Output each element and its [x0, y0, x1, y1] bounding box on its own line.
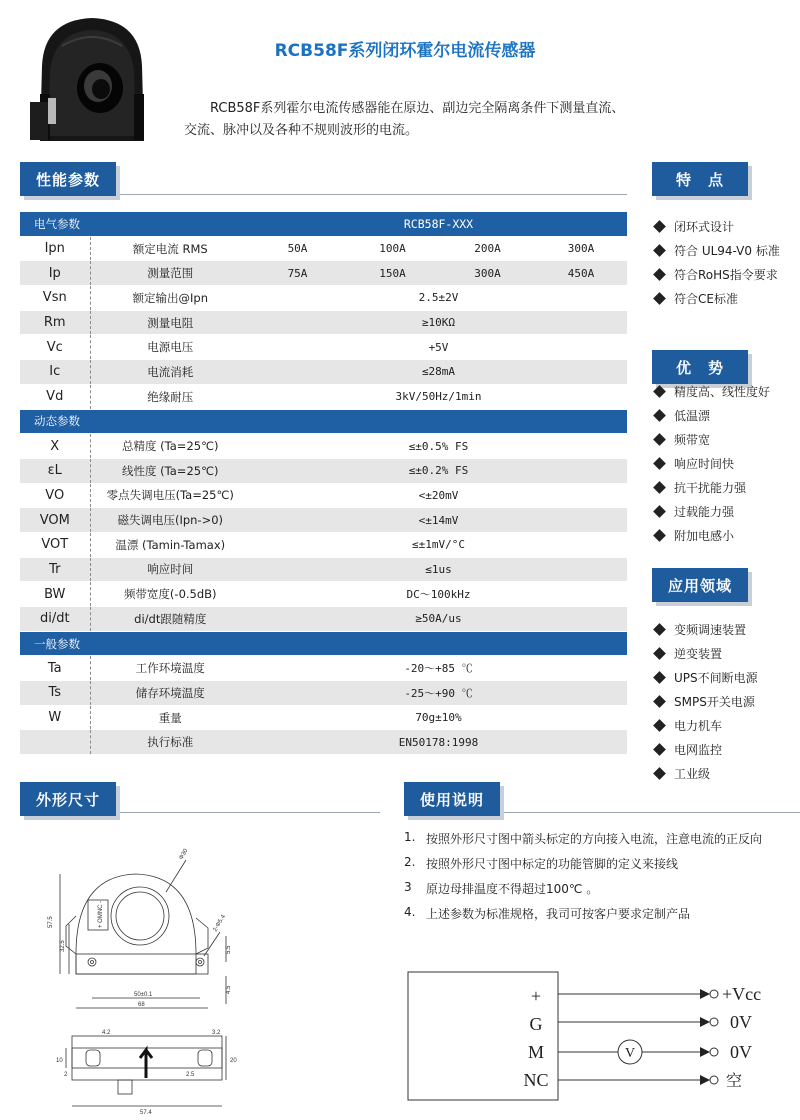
table-row [20, 261, 627, 286]
row-value: DC～100kHz [250, 582, 627, 607]
row-symbol: Vc [20, 335, 90, 360]
dim-label: Φ30 [178, 848, 190, 861]
intro-text: RCB58F系列霍尔电流传感器能在原边、副边完全隔离条件下测量直流、交流、脉冲以及各种不规则波形的电流。 [184, 101, 625, 138]
dynamic-header: 动态参数 [20, 409, 627, 434]
dimensions-tab: 外形尺寸 [20, 782, 116, 816]
pin-label: + [530, 986, 542, 1006]
electrical-header-row [20, 212, 627, 236]
row-name: 额定电流 RMS [90, 236, 250, 261]
applications-tab: 应用领域 [652, 568, 748, 602]
row-value: <±14mV [250, 508, 627, 533]
row-symbol: X [20, 434, 90, 459]
row-symbol: Vd [20, 384, 90, 409]
table-row [20, 681, 627, 706]
general-header-row [20, 631, 627, 656]
row-value: EN50178:1998 [250, 730, 627, 755]
row-value: ≤±1mV/°C [250, 532, 627, 557]
dim-label: 32.5 [60, 940, 66, 952]
table-row [20, 360, 627, 385]
list-item: 符合RoHS指令要求 [652, 262, 800, 286]
electrical-header: 电气参数 [20, 212, 250, 236]
row-symbol [20, 730, 90, 755]
row-name: 储存环境温度 [90, 681, 250, 706]
diamond-bullet-icon [653, 529, 666, 542]
row-symbol: Rm [20, 310, 90, 335]
row-name: 响应时间 [90, 557, 250, 582]
output-label: 0V [730, 1042, 752, 1062]
list-item: 逆变装置 [652, 641, 800, 665]
row-value: 50A [250, 236, 345, 261]
row-value: ≥50A/us [250, 607, 627, 632]
row-name: 总精度 (Ta=25℃) [90, 434, 250, 459]
advantages-tab: 优 势 [652, 350, 748, 384]
page-title: RCB58F系列闭环霍尔电流传感器 [274, 41, 536, 61]
row-value: 150A [345, 261, 440, 286]
table-row [20, 557, 627, 582]
diamond-bullet-icon [653, 671, 666, 684]
diamond-bullet-icon [653, 292, 666, 305]
usage-tab: 使用说明 [404, 782, 500, 816]
diamond-bullet-icon [653, 220, 666, 233]
diamond-bullet-icon [653, 244, 666, 257]
row-name: 额定输出@Ipn [90, 286, 250, 311]
row-name: 磁失调电压(Ipn->0) [90, 508, 250, 533]
row-name: 测量电阻 [90, 310, 250, 335]
meter-label: V [624, 1046, 636, 1061]
product-photo [22, 6, 162, 146]
row-symbol: di/dt [20, 607, 90, 632]
diamond-bullet-icon [653, 481, 666, 494]
list-item: 3 原边母排温度不得超过100℃ 。 [404, 880, 599, 896]
row-symbol: Ts [20, 681, 90, 706]
dim-label: 2.5 [186, 1072, 195, 1078]
table-row [20, 532, 627, 557]
diamond-bullet-icon [653, 385, 666, 398]
diamond-bullet-icon [653, 268, 666, 281]
row-symbol: Tr [20, 557, 90, 582]
row-value: ≤±0.2% FS [250, 458, 627, 483]
diamond-bullet-icon [653, 457, 666, 470]
row-value: -25～+90 ℃ [250, 681, 627, 706]
list-item: 电网监控 [652, 737, 800, 761]
model-label: RCB58F-XXX [250, 212, 627, 236]
row-value: <±20mV [250, 483, 627, 508]
diamond-bullet-icon [653, 409, 666, 422]
performance-tab: 性能参数 [20, 162, 116, 196]
row-symbol: Ta [20, 656, 90, 681]
list-item: 变频调速装置 [652, 617, 800, 641]
diamond-bullet-icon [653, 505, 666, 518]
table-row [20, 730, 627, 755]
row-value: +5V [250, 335, 627, 360]
dim-label: 3.2 [212, 1030, 221, 1036]
features-tab: 特 点 [652, 162, 748, 196]
table-row [20, 705, 627, 730]
row-symbol: εL [20, 458, 90, 483]
list-item: 工业级 [652, 761, 800, 785]
dim-label: 5.5 [226, 945, 232, 954]
dim-label: 20 [230, 1058, 237, 1064]
output-label: 空 [726, 1071, 743, 1090]
row-name: 工作环境温度 [90, 656, 250, 681]
row-symbol: Ic [20, 360, 90, 385]
table-row [20, 236, 627, 261]
row-value: 300A [440, 261, 535, 286]
row-symbol: W [20, 705, 90, 730]
table-row [20, 335, 627, 360]
row-name: 测量范围 [90, 261, 250, 286]
row-value: -20～+85 ℃ [250, 656, 627, 681]
row-symbol: VOM [20, 508, 90, 533]
row-symbol: VO [20, 483, 90, 508]
diamond-bullet-icon [653, 767, 666, 780]
diamond-bullet-icon [653, 647, 666, 660]
row-name: 频带宽度(-0.5dB) [90, 582, 250, 607]
row-value: 300A [535, 236, 627, 261]
dim-label: 2 [64, 1072, 68, 1078]
table-row [20, 582, 627, 607]
row-name: di/dt跟随精度 [90, 607, 250, 632]
pins-label: + OMNC - [98, 900, 104, 928]
row-symbol: Ipn [20, 236, 90, 261]
row-symbol: BW [20, 582, 90, 607]
table-row [20, 384, 627, 409]
row-symbol: Ip [20, 261, 90, 286]
list-item: 响应时间快 [652, 451, 800, 475]
diamond-bullet-icon [653, 433, 666, 446]
dim-label: 68 [138, 1002, 145, 1008]
dim-label: 57.4 [140, 1110, 152, 1116]
list-item: 抗干扰能力强 [652, 475, 800, 499]
pin-label: G [529, 1014, 543, 1034]
row-value: 100A [345, 236, 440, 261]
list-item: 附加电感小 [652, 523, 800, 547]
diamond-bullet-icon [653, 623, 666, 636]
diamond-bullet-icon [653, 743, 666, 756]
row-name: 电流消耗 [90, 360, 250, 385]
row-value: ≤28mA [250, 360, 627, 385]
dimension-drawing [36, 836, 246, 1116]
row-name: 温漂 (Tamin-Tamax) [90, 532, 250, 557]
list-item: 低温漂 [652, 403, 800, 427]
row-value: 450A [535, 261, 627, 286]
list-item: 过载能力强 [652, 499, 800, 523]
dim-label: 57.5 [48, 916, 54, 928]
table-row [20, 508, 627, 533]
dim-label: 10 [56, 1058, 63, 1064]
dim-label: 4.2 [102, 1030, 111, 1036]
output-label: +Vcc [722, 984, 762, 1004]
row-symbol: VOT [20, 532, 90, 557]
output-label: 0V [730, 1012, 752, 1032]
list-item: 闭环式设计 [652, 214, 800, 238]
list-item: 1. 按照外形尺寸图中箭头标定的方向接入电流，注意电流的正反向 [404, 830, 763, 846]
list-item: UPS不间断电源 [652, 665, 800, 689]
row-value: 2.5±2V [250, 286, 627, 311]
row-value: 3kV/50Hz/1min [250, 384, 627, 409]
table-row [20, 434, 627, 459]
table-row [20, 310, 627, 335]
row-value: ≤1us [250, 557, 627, 582]
row-name: 重量 [90, 705, 250, 730]
list-item: 4. 上述参数为标准规格，我司可按客户要求定制产品 [404, 905, 691, 921]
features-list [652, 214, 800, 310]
list-item: 电力机车 [652, 713, 800, 737]
row-value: 200A [440, 236, 535, 261]
applications-list [652, 617, 800, 785]
dim-label: 2-Φ5.4 [212, 914, 227, 933]
row-name: 绝缘耐压 [90, 384, 250, 409]
diamond-bullet-icon [653, 695, 666, 708]
row-name: 零点失调电压(Ta=25℃) [90, 483, 250, 508]
list-item: 频带宽 [652, 427, 800, 451]
diamond-bullet-icon [653, 719, 666, 732]
row-name: 电源电压 [90, 335, 250, 360]
row-value: 75A [250, 261, 345, 286]
spec-table [20, 212, 627, 755]
wiring-diagram [400, 966, 800, 1106]
table-row [20, 607, 627, 632]
dim-label: 4.5 [226, 985, 232, 994]
pin-label: NC [523, 1070, 549, 1090]
advantages-list [652, 379, 800, 547]
row-value: 70g±10% [250, 705, 627, 730]
table-row [20, 286, 627, 311]
dim-label: 50±0.1 [134, 992, 153, 998]
row-symbol: Vsn [20, 286, 90, 311]
list-item: 符合 UL94-V0 标准 [652, 238, 800, 262]
row-value: ≥10KΩ [250, 310, 627, 335]
row-name: 执行标准 [90, 730, 250, 755]
row-value: ≤±0.5% FS [250, 434, 627, 459]
usage-notes [404, 830, 800, 930]
list-item: 2. 按照外形尺寸图中标定的功能管脚的定义来接线 [404, 855, 679, 871]
list-item: SMPS开关电源 [652, 689, 800, 713]
general-header: 一般参数 [20, 631, 627, 656]
table-row [20, 458, 627, 483]
dynamic-header-row [20, 409, 627, 434]
list-item: 符合CE标准 [652, 286, 800, 310]
row-name: 线性度 (Ta=25℃) [90, 458, 250, 483]
pin-label: M [527, 1042, 545, 1062]
current-direction-arrow-icon [140, 1050, 152, 1078]
list-item: 精度高、线性度好 [652, 379, 800, 403]
table-row [20, 656, 627, 681]
table-row [20, 483, 627, 508]
